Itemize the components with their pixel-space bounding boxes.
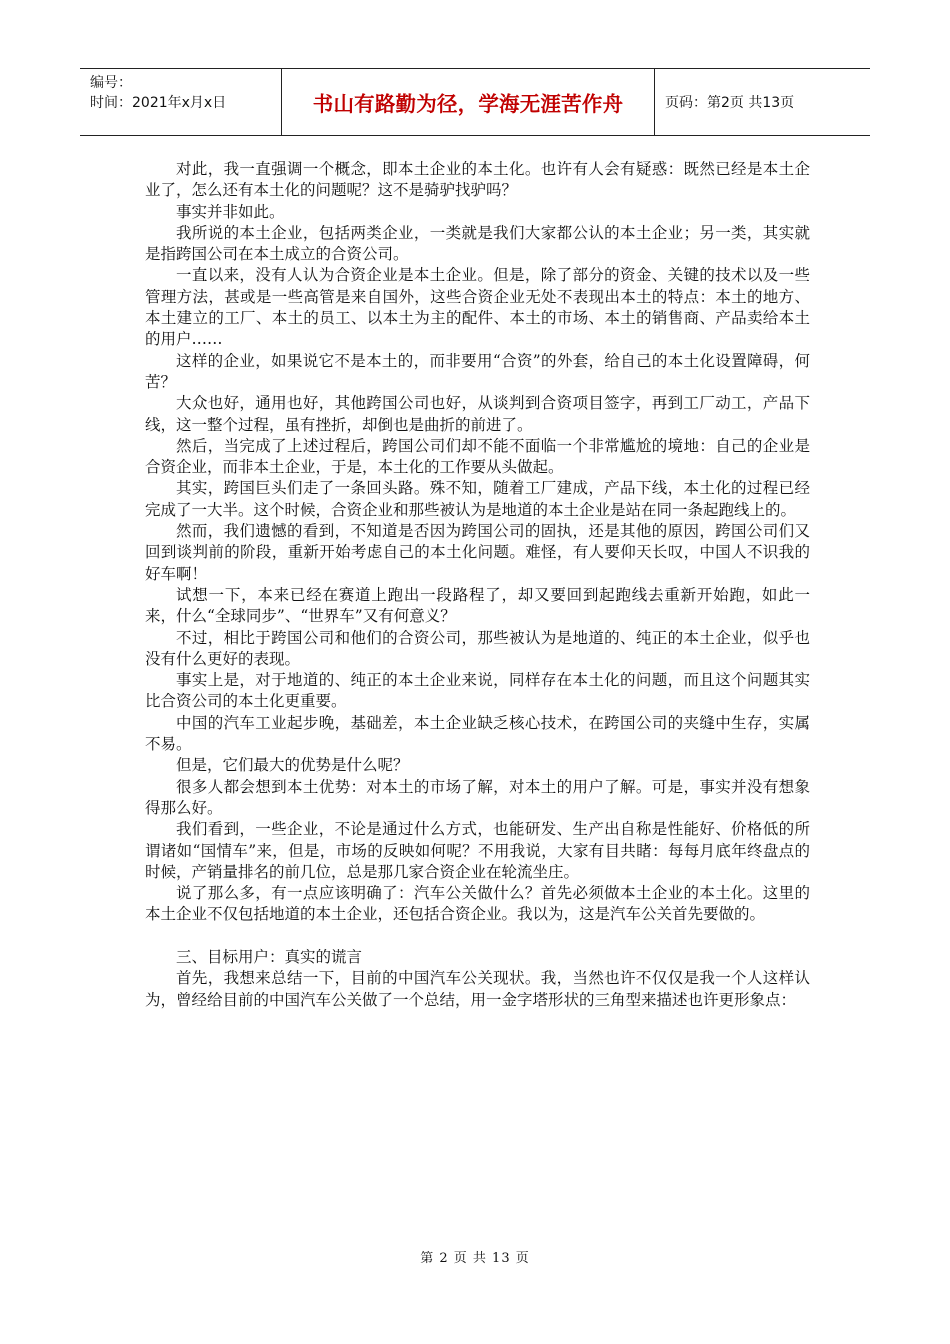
page-footer: 第 2 页 共 13 页: [420, 1251, 530, 1266]
body-paragraph: 中国的汽车工业起步晚，基础差，本土企业缺乏核心技术，在跨国公司的夹缝中生存，实属不易。: [145, 713, 810, 754]
body-paragraph: 不过，相比于跨国公司和他们的合资公司，那些被认为是地道的、纯正的本土企业，似乎也没有什么更好的表现。: [145, 628, 810, 668]
body-paragraph: 事实上是，对于地道的、纯正的本土企业来说，同样存在本土化的问题，而且这个问题其实比合资公司的本土化更重要。: [145, 671, 810, 711]
body-paragraph: 说了那么多，有一点应该明确了：汽车公关做什么？首先必须做本土企业的本土化。这里的本土企业不仅包括地道的本土企业，还包括合资企业。我以为，这是汽车公关首先要做的。: [145, 884, 810, 924]
body-paragraph: 很多人都会想到本土优势：对本土的市场了解，对本土的用户了解。可是，事实并没有想象得那么好。: [145, 777, 810, 817]
section-heading: 三、目标用户：真实的谎言: [176, 947, 363, 966]
section-paragraph: 首先，我想来总结一下，目前的中国汽车公关现状。我，当然也许不仅仅是我一个人这样认为，曾经给目前的中国汽车公关做了一个总结，用一金字塔形状的三角型来描述也许更形象点：: [145, 969, 810, 1009]
body-paragraph: 其实，跨国巨头们走了一条回头路。殊不知，随着工厂建成，产品下线，本土化的过程已经完成了一大半。这个时候，合资企业和那些被认为是地道的本土企业是站在同一条起跑线上的。: [145, 479, 810, 519]
body-paragraph: 我所说的本土企业，包括两类企业，一类就是我们大家都公认的本土企业；另一类，其实就是指跨国公司在本土成立的合资公司。: [145, 223, 810, 264]
body-paragraph: 然而，我们遗憾的看到，不知道是否因为跨国公司的固执，还是其他的原因，跨国公司们又回到谈判前的阶段，重新开始考虑自己的本土化问题。难怪，有人要仰天长叹，中国人不识我的好车啊！: [145, 522, 810, 583]
body-paragraph: 我们看到，一些企业，不论是通过什么方式，也能研发、生产出自称是性能好、价格低的所谓诸如“国情车”来，但是，市场的反映如何呢？不用我说，大家有目共睹：每每月底年终盘点的时候，产销量排名的前几位，总是那几家合资企业在轮流坐庄。: [145, 820, 810, 881]
header-motto: 书山有路勤为径，学海无涯苦作舟: [282, 69, 655, 135]
body-paragraph: 事实并非如此。: [176, 202, 285, 221]
body-paragraph: 这样的企业，如果说它不是本土的，而非要用“合资”的外套，给自己的本土化设置障碍，何苦？: [145, 351, 810, 391]
body-paragraph: 一直以来，没有人认为合资企业是本土企业。但是，除了部分的资金、关键的技术以及一些管理方法，甚或是一些高管是来自国外，这些合资企业无处不表现出本土的特点：本土的地方、本土建立的工厂、本土的员工、以本土为主的配件、本土的市场、本土的销售商、产品卖给本土的用户……: [145, 266, 810, 349]
body-paragraph: 对此，我一直强调一个概念，即本土企业的本土化。也许有人会有疑惑：既然已经是本土企业了，怎么还有本土化的问题呢？这不是骑驴找驴吗？: [145, 160, 810, 200]
document-body: [145, 159, 810, 1011]
body-paragraph: 试想一下，本来已经在赛道上跑出一段路程了，却又要回到起跑线去重新开始跑，如此一来，什么“全球同步”、“世界车”又有何意义？: [145, 585, 810, 626]
page-header: [80, 68, 870, 136]
document-date: 时间：2021年x月x日: [90, 95, 227, 111]
body-paragraph: 但是，它们最大的优势是什么呢？: [176, 756, 409, 775]
body-paragraph: 大众也好，通用也好，其他跨国公司也好，从谈判到合资项目签字，再到工厂动工，产品下线，这一整个过程，虽有挫折，却倒也是曲折的前进了。: [145, 394, 810, 434]
header-meta: [80, 69, 282, 135]
body-paragraph: 然后，当完成了上述过程后，跨国公司们却不能不面临一个非常尴尬的境地：自己的企业是合资企业，而非本土企业，于是，本土化的工作要从头做起。: [145, 436, 810, 477]
header-page-info: 页码：第2页 共13页: [665, 95, 795, 111]
document-number-label: 编号：: [90, 75, 132, 91]
